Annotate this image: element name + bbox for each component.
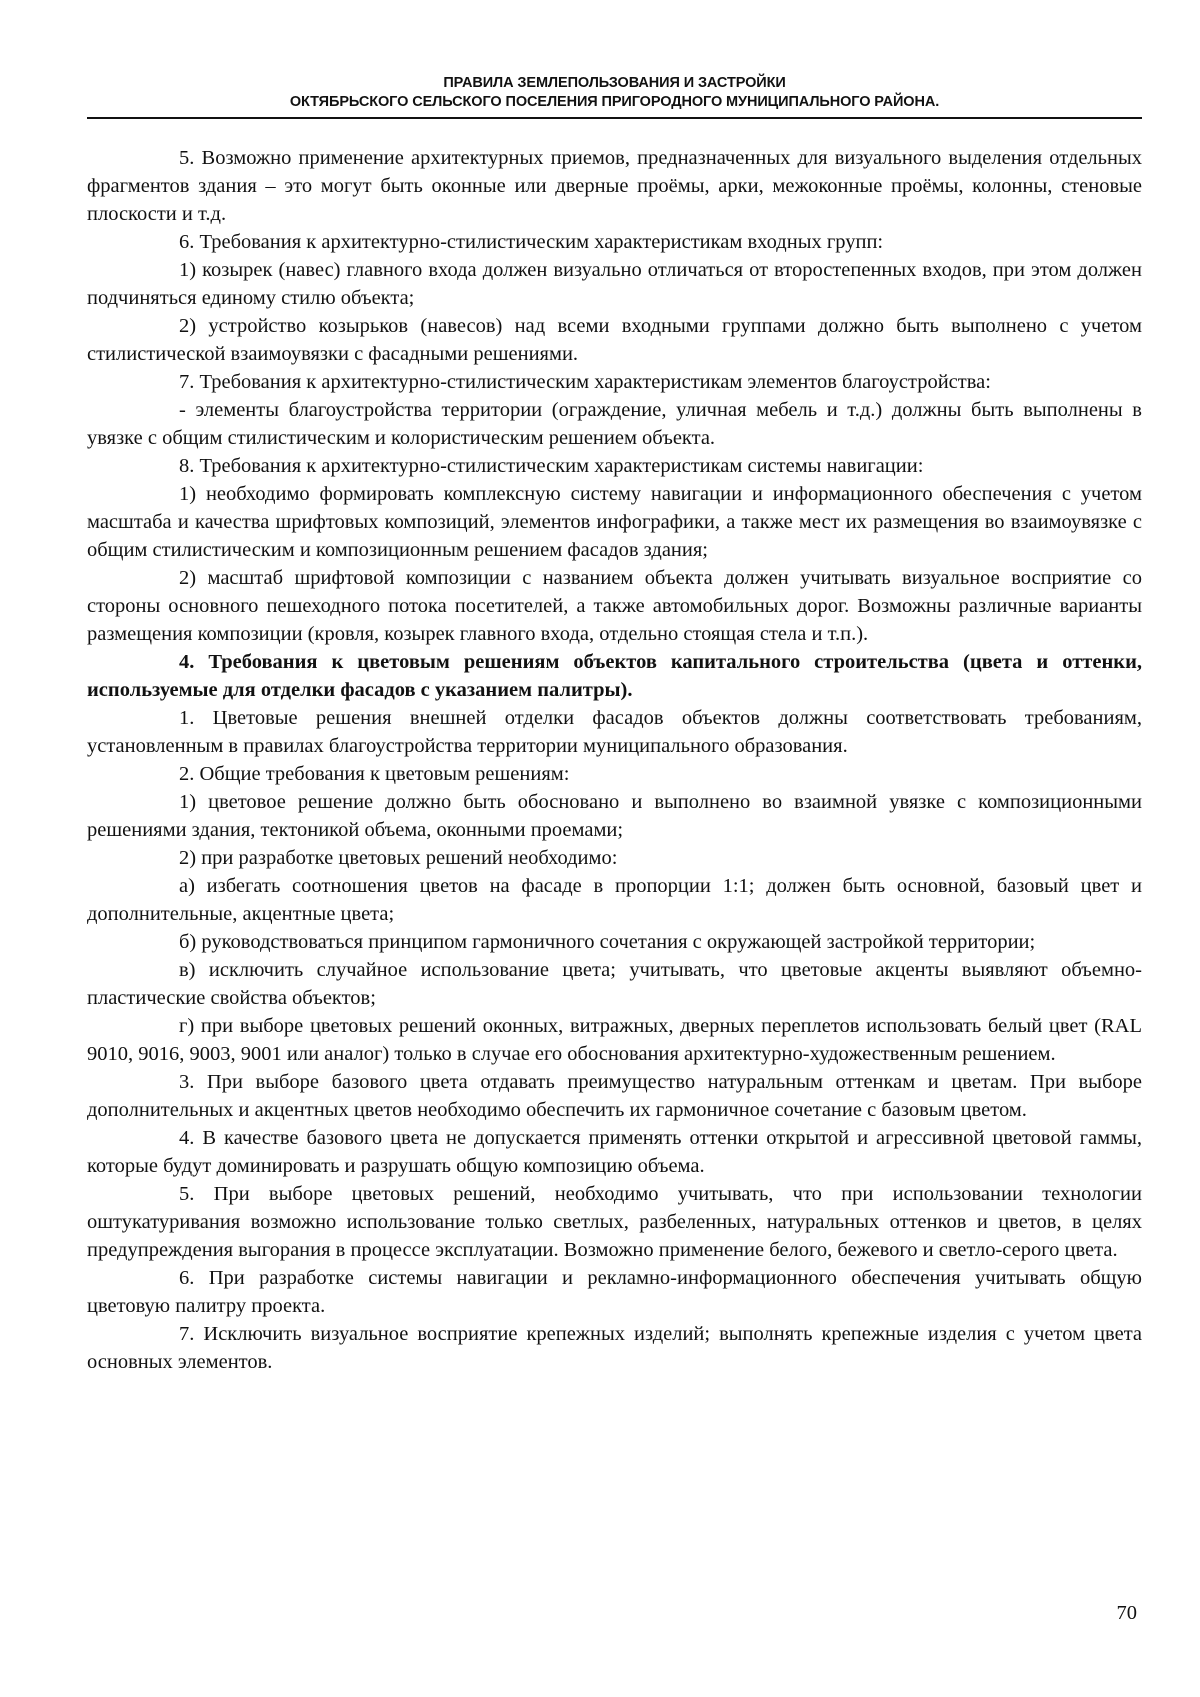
paragraph: 1. Цветовые решения внешней отделки фасадов объектов должны соответствовать требованиям, установленным в правилах благоустройства территории муниципального образования.: [87, 707, 1142, 757]
paragraph: 5. При выборе цветовых решений, необходимо учитывать, что при использовании технологии оштукатуривания возможно использование только светлых, разбеленных, натуральных оттенков и цветов, в целях предупреждения выгорания в процессе эксплуатации. Возможно применение белого, бежевого и светло-серого цвета.: [87, 1183, 1142, 1261]
paragraph: - элементы благоустройства территории (ограждение, уличная мебель и т.д.) должны быть выполнены в увязке с общим стилистическим и колористическим решением объекта.: [87, 399, 1142, 449]
paragraph: 1) необходимо формировать комплексную систему навигации и информационного обеспечения с учетом масштаба и качества шрифтовых композиций, элементов инфографики, а также мест их размещения во взаимоувязке с общим стилистическим и композиционным решением фасадов здания;: [87, 483, 1142, 561]
header-rule: [87, 117, 1142, 119]
paragraph: 3. При выборе базового цвета отдавать преимущество натуральным оттенкам и цветам. При выборе дополнительных и акцентных цветов необходимо обеспечить их гармоничное сочетание с базовым цветом.: [87, 1071, 1142, 1121]
paragraph: 6. Требования к архитектурно-стилистическим характеристикам входных групп:: [179, 231, 884, 253]
paragraph: 8. Требования к архитектурно-стилистическим характеристикам системы навигации:: [179, 455, 924, 477]
header-line-1: ПРАВИЛА ЗЕМЛЕПОЛЬЗОВАНИЯ И ЗАСТРОЙКИ: [443, 75, 786, 91]
paragraph: 5. Возможно применение архитектурных приемов, предназначенных для визуального выделения отдельных фрагментов здания – это могут быть оконные или дверные проёмы, арки, межоконные проёмы, колонны, стеновые плоскости и т.д.: [87, 147, 1142, 225]
paragraph: в) исключить случайное использование цвета; учитывать, что цветовые акценты выявляют объемно-пластические свойства объектов;: [87, 959, 1142, 1009]
paragraph: 2) масштаб шрифтовой композиции с названием объекта должен учитывать визуальное восприятие со стороны основного пешеходного потока посетителей, а также автомобильных дорог. Возможны различные варианты размещения композиции (кровля, козырек главного входа, отдельно стоящая стела и т.п.).: [87, 567, 1142, 645]
paragraph: а) избегать соотношения цветов на фасаде в пропорции 1:1; должен быть основной, базовый цвет и дополнительные, акцентные цвета;: [87, 875, 1142, 925]
document-body: [87, 144, 1142, 1376]
paragraph: 7. Требования к архитектурно-стилистическим характеристикам элементов благоустройства:: [179, 371, 991, 393]
paragraph: 4. В качестве базового цвета не допускается применять оттенки открытой и агрессивной цветовой гаммы, которые будут доминировать и разрушать общую композицию объема.: [87, 1127, 1142, 1177]
paragraph: 2) при разработке цветовых решений необходимо:: [179, 847, 618, 869]
paragraph: 2. Общие требования к цветовым решениям:: [179, 763, 570, 785]
section-heading: 4. Требования к цветовым решениям объектов капитального строительства (цвета и оттенки, используемые для отделки фасадов с указанием палитры).: [87, 651, 1142, 701]
paragraph: б) руководствоваться принципом гармоничного сочетания с окружающей застройкой территории;: [179, 931, 1036, 953]
paragraph: г) при выборе цветовых решений оконных, витражных, дверных переплетов использовать белый цвет (RAL 9010, 9016, 9003, 9001 или аналог) только в случае его обоснования архитектурно-художественным решением.: [87, 1015, 1142, 1065]
paragraph: 2) устройство козырьков (навесов) над всеми входными группами должно быть выполнено с учетом стилистической взаимоувязки с фасадными решениями.: [87, 315, 1142, 365]
paragraph: 7. Исключить визуальное восприятие крепежных изделий; выполнять крепежные изделия с учетом цвета основных элементов.: [87, 1323, 1142, 1373]
paragraph: 1) цветовое решение должно быть обосновано и выполнено во взаимной увязке с композиционными решениями здания, тектоникой объема, оконными проемами;: [87, 791, 1142, 841]
header-line-2: ОКТЯБРЬСКОГО СЕЛЬСКОГО ПОСЕЛЕНИЯ ПРИГОРОДНОГО МУНИЦИПАЛЬНОГО РАЙОНА.: [289, 94, 940, 110]
paragraph: 1) козырек (навес) главного входа должен визуально отличаться от второстепенных входов, при этом должен подчиняться единому стилю объекта;: [87, 259, 1142, 309]
page-number: 70: [1116, 1602, 1137, 1624]
running-header: [87, 74, 1142, 112]
paragraph: 6. При разработке системы навигации и рекламно-информационного обеспечения учитывать общую цветовую палитру проекта.: [87, 1267, 1142, 1317]
